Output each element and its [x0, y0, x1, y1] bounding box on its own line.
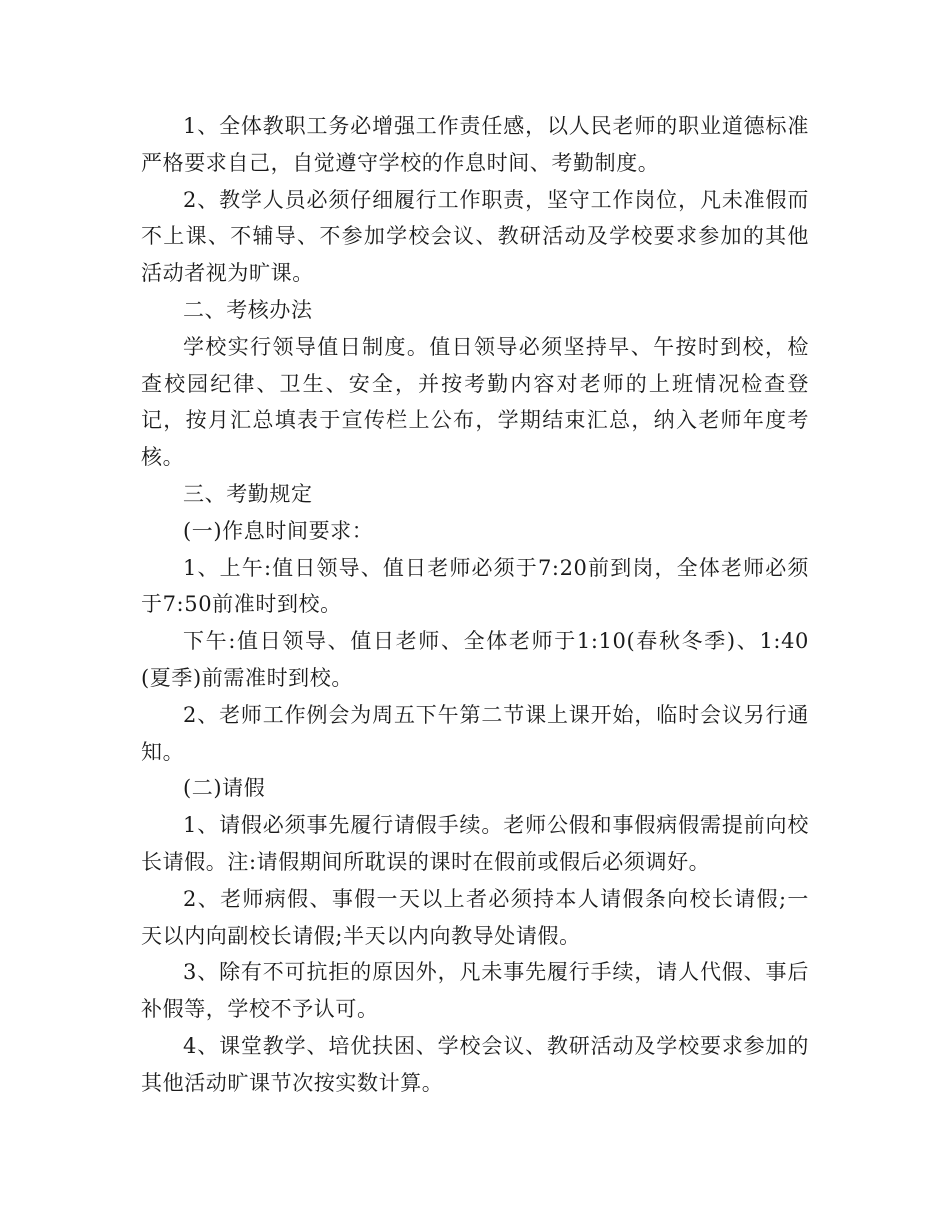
paragraph-leave-exceptions: 3、除有不可抗拒的原因外，凡未事先履行手续，请人代假、事后补假等，学校不予认可。 [141, 960, 809, 1022]
paragraph-afternoon-schedule: 下午:值日领导、值日老师、全体老师于1:10(春秋冬季)、1:40(夏季)前需准时到校。 [141, 629, 809, 690]
paragraph-duty-responsibility: 1、全体教职工务必增强工作责任感，以人民老师的职业道德标准严格要求自己，自觉遵守学校的作息时间、考勤制度。 [141, 114, 809, 175]
paragraph-leave-approval: 2、老师病假、事假一天以上者必须持本人请假条向校长请假;一天以内向副校长请假;半天以内向教导处请假。 [141, 886, 809, 948]
document-body [141, 108, 809, 1102]
subheading-leave: (二)请假 [183, 776, 266, 801]
paragraph-assessment-method: 学校实行领导值日制度。值日领导必须坚持早、午按时到校，检查校园纪律、卫生、安全，并按考勤内容对老师的上班情况检查登记，按月汇总填表于宣传栏上公布，学期结束汇总，纳入老师年度考核。 [141, 334, 809, 470]
paragraph-morning-schedule: 1、上午:值日领导、值日老师必须于7:20前到岗，全体老师必须于7:50前准时到校。 [141, 555, 809, 617]
paragraph-leave-procedure: 1、请假必须事先履行请假手续。老师公假和事假病假需提前向校长请假。注:请假期间所耽误的课时在假前或假后必须调好。 [141, 813, 809, 874]
subheading-schedule: (一)作息时间要求： [183, 518, 374, 543]
paragraph-absence-counting: 4、课堂教学、培优扶困、学校会议、教研活动及学校要求参加的其他活动旷课节次按实数计算。 [141, 1033, 809, 1095]
section-heading-attendance: 三、考勤规定 [183, 481, 313, 506]
paragraph-teaching-staff-duties: 2、教学人员必须仔细履行工作职责，坚守工作岗位，凡未准假而不上课、不辅导、不参加学校会议、教研活动及学校要求参加的其他活动者视为旷课。 [141, 187, 809, 286]
paragraph-weekly-meeting: 2、老师工作例会为周五下午第二节课上课开始，临时会议另行通知。 [141, 702, 809, 764]
section-heading-assessment: 二、考核办法 [183, 297, 313, 322]
